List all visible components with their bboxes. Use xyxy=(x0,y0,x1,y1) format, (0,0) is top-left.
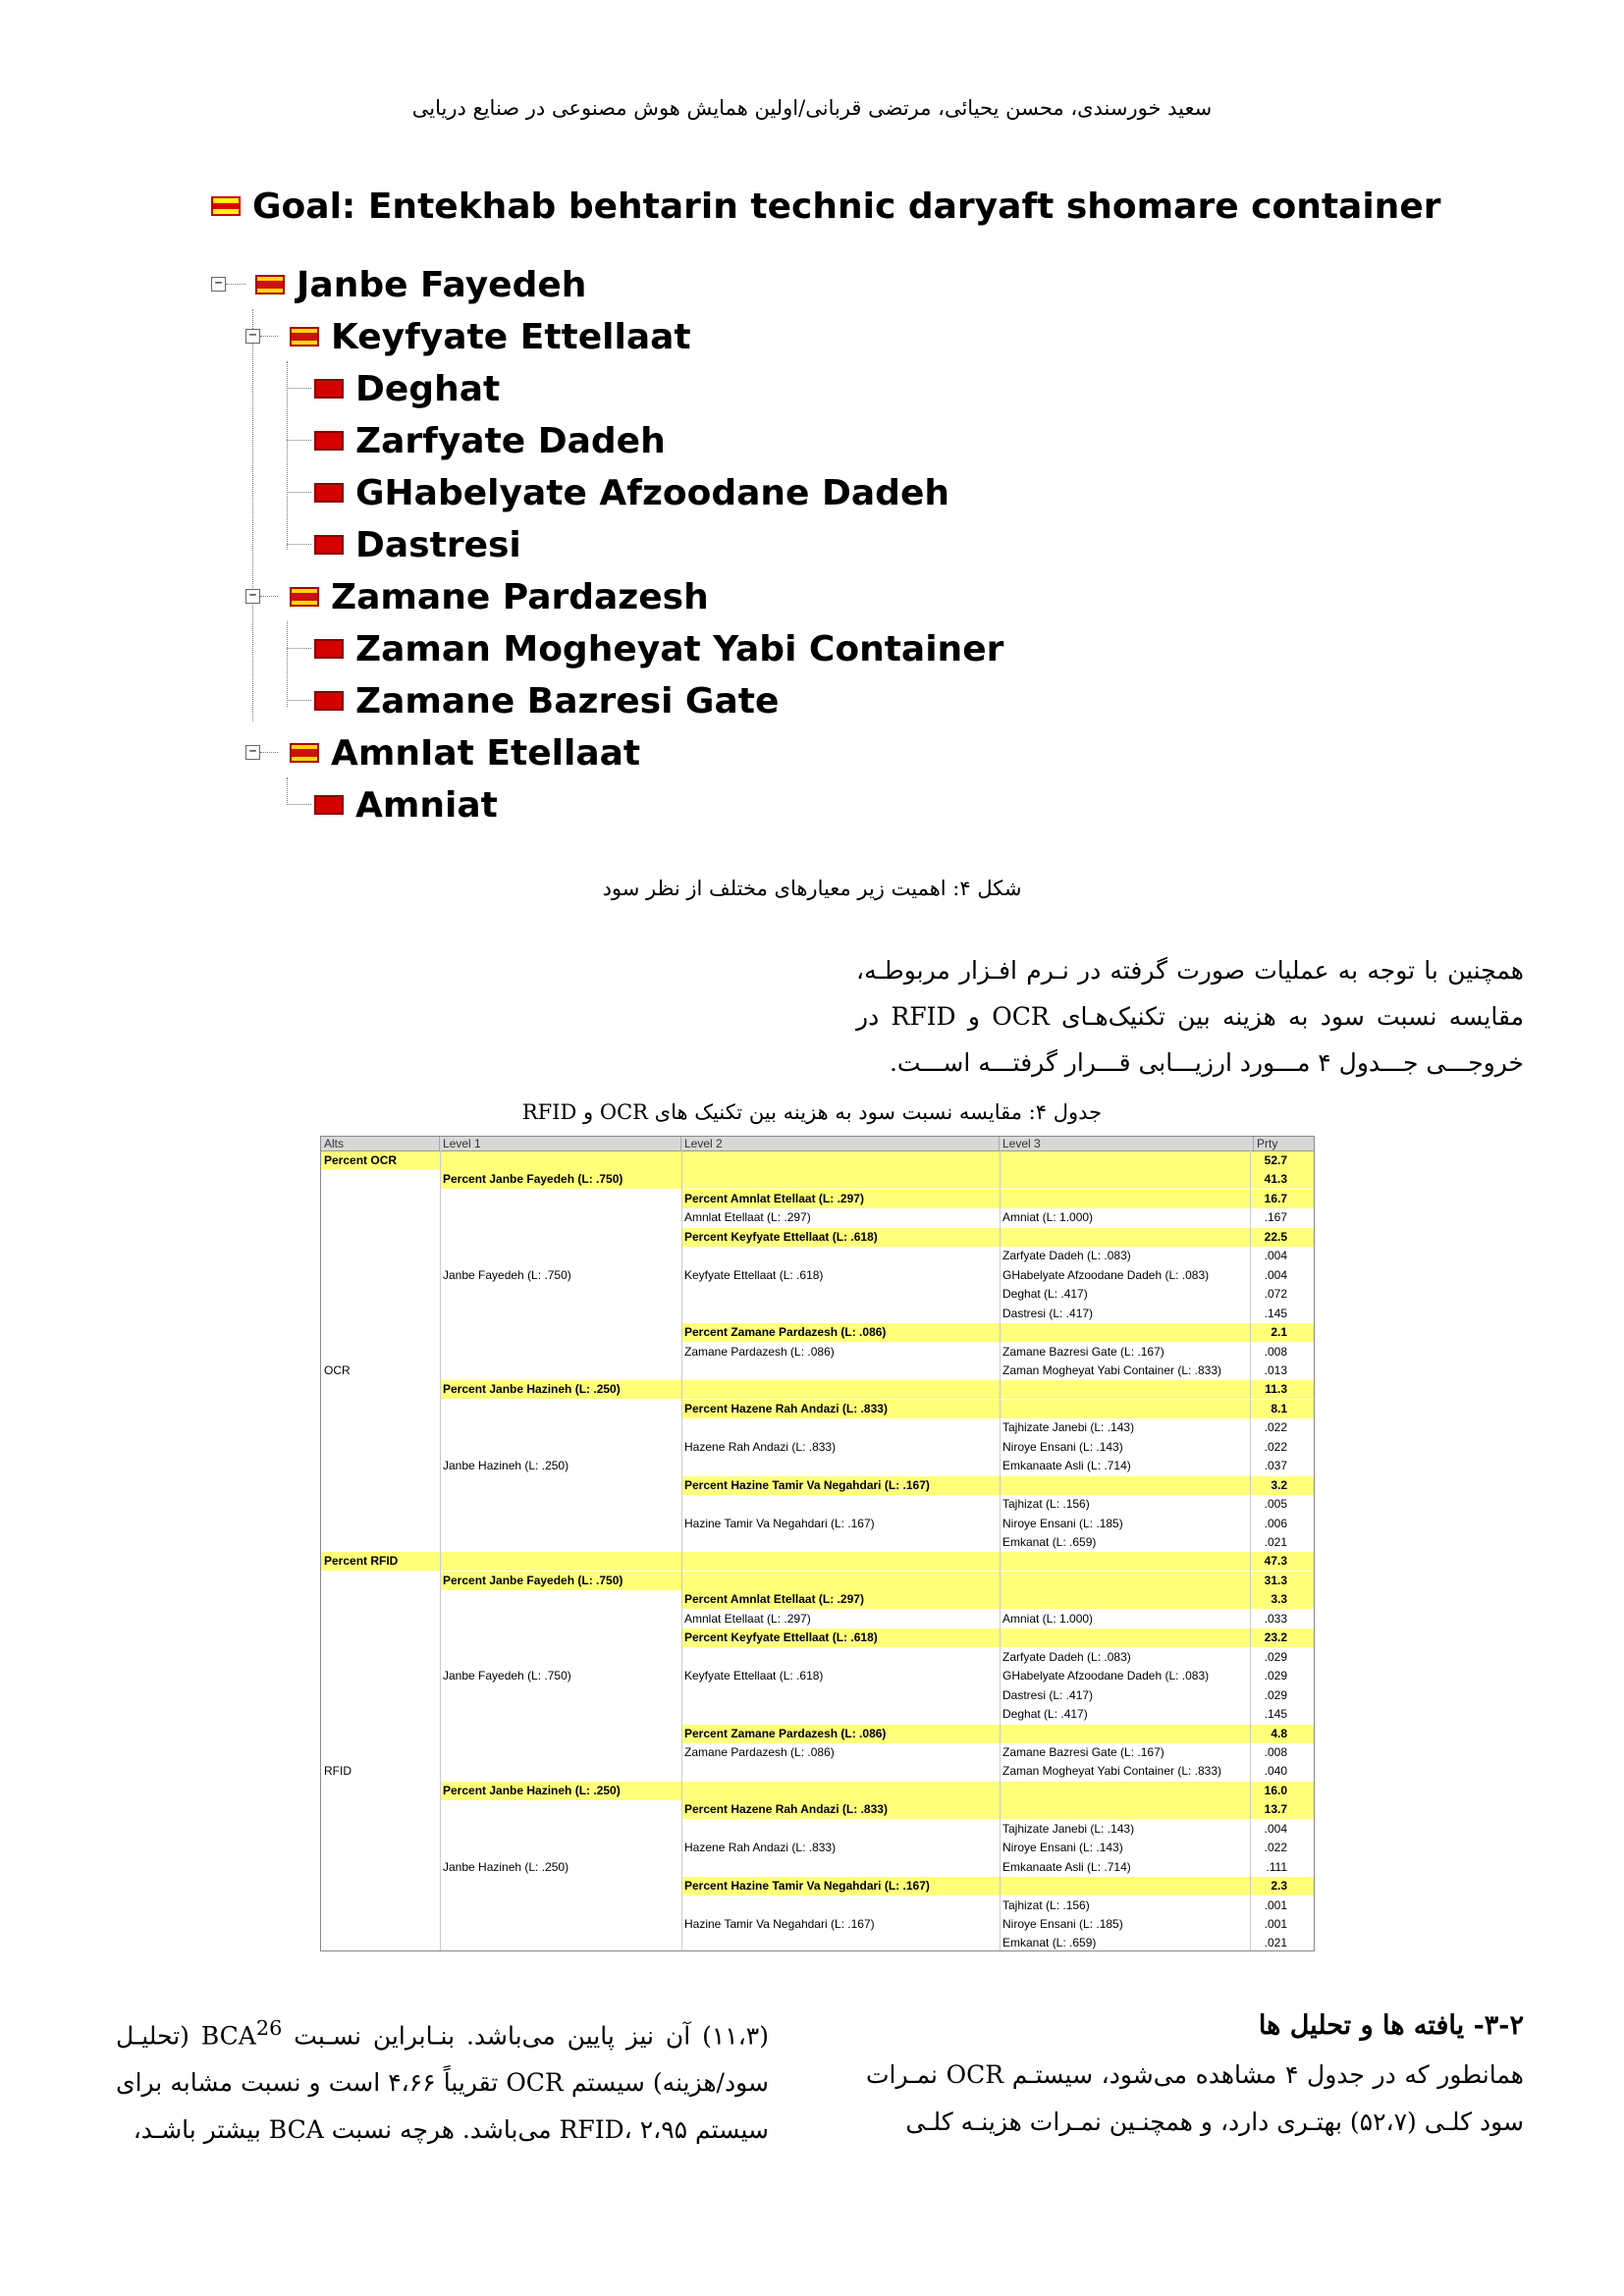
table-cell: Tajhizat (L: .156) xyxy=(1002,1497,1090,1512)
table-row xyxy=(321,1877,1314,1896)
priority-value: 16.7 xyxy=(1264,1191,1287,1205)
table-cell: Janbe Fayedeh (L: .750) xyxy=(443,1669,571,1683)
section-title: ۳-۲- یافته ها و تحلیل ها xyxy=(1258,2010,1524,2041)
priority-value: .029 xyxy=(1264,1669,1287,1683)
header-cell: Level 1 xyxy=(440,1137,681,1150)
table-cell: Hazene Rah Andazi (L: .833) xyxy=(684,1841,837,1855)
table-cell: Niroye Ensani (L: .143) xyxy=(1002,1841,1123,1855)
table-cell: Percent Zamane Pardazesh (L: .086) xyxy=(684,1325,887,1340)
priority-value: 2.3 xyxy=(1271,1879,1287,1894)
table-cell: Tajhizate Janebi (L: .143) xyxy=(1002,1420,1135,1435)
row-highlight xyxy=(321,1552,1314,1571)
priority-value: .145 xyxy=(1264,1707,1287,1722)
priority-value: 13.7 xyxy=(1264,1802,1287,1817)
table-row xyxy=(321,1820,1314,1839)
table-row xyxy=(321,1858,1314,1877)
table-row xyxy=(321,1438,1314,1457)
table-row xyxy=(321,1515,1314,1533)
tree-node[interactable] xyxy=(314,780,498,831)
table-cell: Zarfyate Dadeh (L: .083) xyxy=(1002,1249,1131,1263)
table-cell: Emkanaate Asli (L: .714) xyxy=(1002,1459,1131,1473)
tree-node-label: Zamane Bazresi Gate xyxy=(355,681,780,721)
expand-toggle-icon[interactable]: − xyxy=(245,329,260,344)
priority-value: .022 xyxy=(1264,1420,1287,1435)
table-cell: Janbe Fayedeh (L: .750) xyxy=(443,1267,571,1282)
priority-value: 47.3 xyxy=(1264,1554,1287,1569)
priority-value: 22.5 xyxy=(1264,1229,1287,1244)
priority-value: .022 xyxy=(1264,1841,1287,1855)
table-cell: Percent Amnlat Etellaat (L: .297) xyxy=(684,1191,864,1205)
tree-goal-label: Goal: Entekhab behtarin technic daryaft shomare container xyxy=(252,187,1441,227)
criterion-icon xyxy=(290,743,319,763)
table-cell: Hazine Tamir Va Negahdari (L: .167) xyxy=(684,1516,875,1530)
results-table xyxy=(320,1136,1315,1951)
body-text-left-part: (تحلیـل سود/هزینه) سیستم OCR تقریباً ۴،۶۶ است و نسبت مشابه برای سیستم RFID، ۲،۹۵ می‌باشد. هرچه نسبت BCA بیشتر باشـد، xyxy=(116,2021,769,2145)
table-row xyxy=(321,1705,1314,1724)
table-row xyxy=(321,1380,1314,1399)
table-cell: Amnlat Etellaat (L: .297) xyxy=(684,1611,811,1626)
column-separator xyxy=(440,1150,441,1950)
table-cell: Percent Janbe Hazineh (L: .250) xyxy=(443,1382,621,1397)
column-separator xyxy=(1250,1150,1251,1950)
table-row xyxy=(321,1151,1314,1170)
tree-node[interactable] xyxy=(314,364,500,415)
table-cell: Percent Janbe Hazineh (L: .250) xyxy=(443,1783,621,1797)
table-row xyxy=(321,1495,1314,1514)
table-row xyxy=(321,1457,1314,1475)
expand-toggle-icon[interactable]: − xyxy=(245,589,260,604)
table-row xyxy=(321,1590,1314,1609)
table-caption: جدول ۴: مقایسه نسبت سود به هزینه بین تکنیک های OCR و RFID xyxy=(521,1100,1103,1124)
row-highlight xyxy=(321,1151,1314,1170)
tree-node[interactable] xyxy=(314,624,1003,675)
table-row xyxy=(321,1629,1314,1647)
leaf-icon xyxy=(314,691,344,711)
priority-value: 8.1 xyxy=(1271,1401,1287,1415)
body-text-left-part: (۱۱،۳) آن نیز پایین می‌باشد. بنـابراین نسـبت BCA xyxy=(200,2021,769,2051)
table-row xyxy=(321,1762,1314,1781)
priority-value: .145 xyxy=(1264,1306,1287,1320)
priority-value: .001 xyxy=(1264,1897,1287,1912)
table-row xyxy=(321,1266,1314,1285)
table-cell: RFID xyxy=(324,1764,352,1779)
table-row xyxy=(321,1782,1314,1800)
table-cell: Zamane Pardazesh (L: .086) xyxy=(684,1344,835,1359)
table-row xyxy=(321,1934,1314,1951)
leaf-icon xyxy=(314,431,344,451)
table-cell: Zaman Mogheyat Yabi Container (L: .833) xyxy=(1002,1362,1222,1377)
table-row xyxy=(321,1323,1314,1342)
tree-node-label: AmnIat Etellaat xyxy=(331,733,641,774)
table-cell: Janbe Hazineh (L: .250) xyxy=(443,1859,569,1874)
tree-node-label: Deghat xyxy=(355,369,501,409)
tree-node-label: Keyfyate Ettellaat xyxy=(331,317,691,357)
column-separator xyxy=(681,1150,682,1950)
priority-value: .004 xyxy=(1264,1249,1287,1263)
tree-node[interactable] xyxy=(290,312,691,363)
table-cell: Dastresi (L: .417) xyxy=(1002,1306,1094,1320)
priority-value: 16.0 xyxy=(1264,1783,1287,1797)
table-row xyxy=(321,1800,1314,1819)
header-cell: Alts xyxy=(321,1137,440,1150)
column-separator xyxy=(1000,1150,1001,1950)
priority-value: .167 xyxy=(1264,1210,1287,1225)
table-row xyxy=(321,1572,1314,1590)
priority-value: .021 xyxy=(1264,1535,1287,1549)
table-cell: Percent Hazine Tamir Va Negahdari (L: .167) xyxy=(684,1477,930,1492)
body-text-right: همانطور که در جدول ۴ مشاهده می‌شود، سیستـم OCR نمـرات سود کلـی (۵۲،۷) بهتـری دارد، و همچنـین نمـرات هزینـه کلـی xyxy=(866,2060,1524,2136)
tree-node-label: Janbe Fayedeh xyxy=(297,265,587,305)
tree-node-label: Zarfyate Dadeh xyxy=(355,421,666,461)
criterion-icon xyxy=(255,275,285,294)
table-row xyxy=(321,1418,1314,1437)
footnote-ref: 26 xyxy=(255,2016,283,2040)
page-header: سعید خورسندی، محسن یحیائی، مرتضی قربانی/اولین همایش هوش مصنوعی در صنایع دریایی xyxy=(411,96,1213,120)
table-header xyxy=(321,1137,1314,1151)
criterion-icon xyxy=(290,327,319,347)
table-cell: GHabelyate Afzoodane Dadeh (L: .083) xyxy=(1002,1669,1210,1683)
priority-value: 3.2 xyxy=(1271,1477,1287,1492)
priority-value: 2.1 xyxy=(1271,1325,1287,1340)
priority-value: 52.7 xyxy=(1264,1153,1287,1167)
tree-node-label: Amniat xyxy=(355,785,498,826)
table-row xyxy=(321,1285,1314,1304)
table-row xyxy=(321,1839,1314,1857)
priority-value: .001 xyxy=(1264,1917,1287,1931)
table-row xyxy=(321,1533,1314,1552)
table-row xyxy=(321,1667,1314,1685)
table-cell: Tajhizate Janebi (L: .143) xyxy=(1002,1821,1135,1836)
table-row xyxy=(321,1208,1314,1227)
table-cell: Zamane Pardazesh (L: .086) xyxy=(684,1744,835,1759)
table-cell: Emkanat (L: .659) xyxy=(1002,1535,1097,1549)
table-cell: Percent Keyfyate Ettellaat (L: .618) xyxy=(684,1630,878,1645)
leaf-icon xyxy=(314,535,344,555)
table-cell: Emkanaate Asli (L: .714) xyxy=(1002,1859,1131,1874)
tree-node[interactable] xyxy=(314,676,779,727)
table-row xyxy=(321,1610,1314,1629)
leaf-icon xyxy=(314,483,344,503)
leaf-icon xyxy=(314,379,344,399)
tree-node-label: Zaman Mogheyat Yabi Container xyxy=(355,629,1004,669)
table-cell: Percent Hazine Tamir Va Negahdari (L: .167) xyxy=(684,1879,930,1894)
table-row xyxy=(321,1896,1314,1915)
table-row xyxy=(321,1305,1314,1323)
priority-value: 11.3 xyxy=(1265,1382,1287,1397)
header-cell: Prty xyxy=(1257,1137,1278,1150)
priority-value: .005 xyxy=(1264,1497,1287,1512)
table-cell: Amniat (L: 1.000) xyxy=(1002,1611,1094,1626)
table-cell: Percent Keyfyate Ettellaat (L: .618) xyxy=(684,1229,878,1244)
tree-goal[interactable] xyxy=(211,182,1440,233)
table-cell: Keyfyate Ettellaat (L: .618) xyxy=(684,1267,824,1282)
table-cell: OCR xyxy=(324,1362,351,1377)
table-cell: Amniat (L: 1.000) xyxy=(1002,1210,1094,1225)
table-cell: Percent OCR xyxy=(324,1153,398,1167)
header-cell: Level 3 xyxy=(1000,1137,1254,1150)
tree-node[interactable] xyxy=(314,520,521,571)
leaf-icon xyxy=(314,639,344,659)
header-cell: Level 2 xyxy=(681,1137,1000,1150)
table-cell: Zamane Bazresi Gate (L: .167) xyxy=(1002,1744,1164,1759)
table-cell: Percent RFID xyxy=(324,1554,399,1569)
table-cell: Percent Hazene Rah Andazi (L: .833) xyxy=(684,1802,888,1817)
priority-value: .013 xyxy=(1264,1362,1287,1377)
priority-value: 3.3 xyxy=(1271,1592,1287,1607)
table-cell: Percent Janbe Fayedeh (L: .750) xyxy=(443,1172,623,1187)
table-cell: Niroye Ensani (L: .185) xyxy=(1002,1917,1123,1931)
table-cell: Janbe Hazineh (L: .250) xyxy=(443,1459,569,1473)
table-cell: GHabelyate Afzoodane Dadeh (L: .083) xyxy=(1002,1267,1210,1282)
expand-toggle-icon[interactable]: − xyxy=(245,745,260,760)
table-cell: Niroye Ensani (L: .185) xyxy=(1002,1516,1123,1530)
table-cell: Dastresi (L: .417) xyxy=(1002,1687,1094,1702)
hierarchy-tree xyxy=(211,182,1441,834)
tree-node-label: Dastresi xyxy=(355,525,521,565)
priority-value: 23.2 xyxy=(1264,1630,1287,1645)
table-row xyxy=(321,1400,1314,1418)
leaf-icon xyxy=(314,795,344,815)
table-cell: Zarfyate Dadeh (L: .083) xyxy=(1002,1649,1131,1664)
tree-node[interactable] xyxy=(314,468,949,519)
priority-value: .004 xyxy=(1264,1821,1287,1836)
table-row xyxy=(321,1476,1314,1495)
tree-node[interactable] xyxy=(314,416,666,467)
tree-node[interactable] xyxy=(290,572,709,623)
priority-value: .033 xyxy=(1264,1611,1287,1626)
criterion-icon xyxy=(290,587,319,607)
tree-node-label: Zamane Pardazesh xyxy=(331,577,709,617)
priority-value: .072 xyxy=(1264,1287,1287,1302)
tree-node-label: GHabelyate Afzoodane Dadeh xyxy=(355,473,949,513)
table-row xyxy=(321,1743,1314,1762)
tree-node[interactable] xyxy=(255,260,586,311)
table-row xyxy=(321,1648,1314,1667)
priority-value: 41.3 xyxy=(1264,1172,1287,1187)
priority-value: .037 xyxy=(1264,1459,1287,1473)
table-cell: Emkanat (L: .659) xyxy=(1002,1936,1097,1950)
table-cell: Deghat (L: .417) xyxy=(1002,1287,1088,1302)
priority-value: .021 xyxy=(1264,1936,1287,1950)
figure-caption: شکل ۴: اهمیت زیر معیارهای مختلف از نظر سود xyxy=(602,877,1022,900)
table-cell: Amnlat Etellaat (L: .297) xyxy=(684,1210,811,1225)
priority-value: 31.3 xyxy=(1264,1573,1287,1587)
table-row xyxy=(321,1343,1314,1362)
priority-value: .008 xyxy=(1264,1344,1287,1359)
table-row xyxy=(321,1362,1314,1380)
table-row xyxy=(321,1190,1314,1208)
priority-value: .022 xyxy=(1264,1439,1287,1454)
table-cell: Hazene Rah Andazi (L: .833) xyxy=(684,1439,837,1454)
tree-node[interactable] xyxy=(290,728,640,779)
table-cell: Niroye Ensani (L: .143) xyxy=(1002,1439,1123,1454)
table-cell: Hazine Tamir Va Negahdari (L: .167) xyxy=(684,1917,875,1931)
table-cell: Deghat (L: .417) xyxy=(1002,1707,1088,1722)
priority-value: .004 xyxy=(1264,1267,1287,1282)
priority-value: .029 xyxy=(1264,1687,1287,1702)
table-cell: Percent Hazene Rah Andazi (L: .833) xyxy=(684,1401,888,1415)
table-cell: Percent Zamane Pardazesh (L: .086) xyxy=(684,1726,887,1740)
priority-value: 4.8 xyxy=(1271,1726,1287,1740)
table-cell: Zamane Bazresi Gate (L: .167) xyxy=(1002,1344,1164,1359)
table-row xyxy=(321,1552,1314,1571)
priority-value: .111 xyxy=(1266,1859,1287,1874)
priority-value: .040 xyxy=(1264,1764,1287,1779)
paragraph: همچنین با توجه به عملیات صورت گرفته در نـرم افـزار مربوطـه، مقایسه نسبت سود به هزینه بین تکنیک‌هـای OCR و RFID در خروجـــی جـــدول ۴ مـــورد ارزیـــابی قـــرار گرفتـــه اســـت. xyxy=(856,956,1525,1077)
expand-toggle-icon[interactable]: − xyxy=(211,277,226,292)
table-cell: Tajhizat (L: .156) xyxy=(1002,1897,1090,1912)
table-row xyxy=(321,1725,1314,1743)
table-row xyxy=(321,1228,1314,1247)
table-row xyxy=(321,1170,1314,1189)
table-cell: Percent Amnlat Etellaat (L: .297) xyxy=(684,1592,864,1607)
priority-value: .006 xyxy=(1264,1516,1287,1530)
priority-value: .008 xyxy=(1264,1744,1287,1759)
table-cell: Keyfyate Ettellaat (L: .618) xyxy=(684,1669,824,1683)
body-text-left xyxy=(116,2004,769,2154)
table-row xyxy=(321,1915,1314,1934)
priority-value: .029 xyxy=(1264,1649,1287,1664)
goal-icon xyxy=(211,196,241,216)
table-cell: Zaman Mogheyat Yabi Container (L: .833) xyxy=(1002,1764,1222,1779)
table-row xyxy=(321,1247,1314,1265)
table-cell: Percent Janbe Fayedeh (L: .750) xyxy=(443,1573,623,1587)
table-row xyxy=(321,1686,1314,1705)
